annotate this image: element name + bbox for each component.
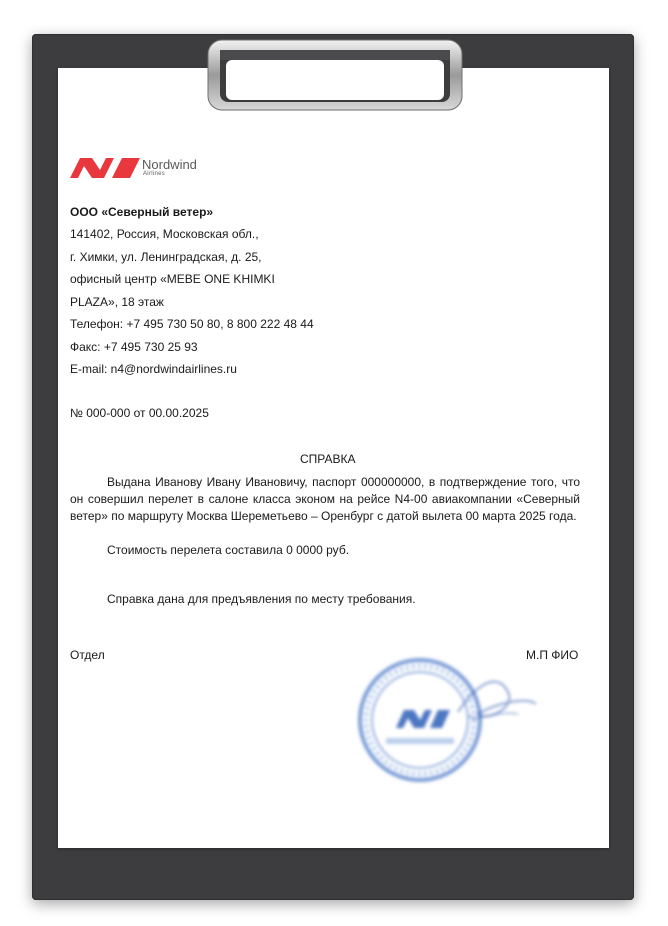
body-paragraph-1: Выдана Иванову Ивану Ивановичу, паспорт 000000000, в подтверждение того, что он совершил перелет в салоне класса эконом на рейсе N4-00 авиакомпании «Северный ветер» по маршруту Москва Шереметьево – Оренбург с датой вылета 00 марта 2025 года.: [70, 475, 580, 523]
logo-sub-text: Airlines: [143, 171, 166, 177]
document-number: № 000-000 от 00.00.2025: [70, 406, 209, 420]
clipboard-clip-icon: [206, 38, 464, 112]
company-phone: Телефон: +7 495 730 50 80, 8 800 222 48 44: [70, 317, 314, 331]
body-paragraph-3: Справка дана для предъявления по месту требования.: [107, 592, 416, 606]
logo-brand-text: Nordwind: [142, 157, 197, 172]
document-title: СПРАВКА: [300, 452, 356, 466]
company-email: E-mail: n4@nordwindairlines.ru: [70, 362, 237, 376]
body-paragraph-2: Стоимость перелета составила 0 0000 руб.: [107, 543, 350, 557]
company-seal-stamp-icon: [358, 652, 538, 787]
address-line-4: PLAZA», 18 этаж: [70, 295, 164, 309]
address-line-3: офисный центр «MEBE ONE KHIMKI: [70, 272, 275, 286]
company-fax: Факс: +7 495 730 25 93: [70, 340, 198, 354]
company-name: ООО «Северный ветер»: [70, 205, 214, 219]
address-line-2: г. Химки, ул. Ленинградская, д. 25,: [70, 250, 262, 264]
footer-signature-label: М.П ФИО: [526, 648, 579, 662]
address-line-1: 141402, Россия, Московская обл.,: [70, 227, 259, 241]
footer-department: Отдел: [70, 648, 105, 662]
